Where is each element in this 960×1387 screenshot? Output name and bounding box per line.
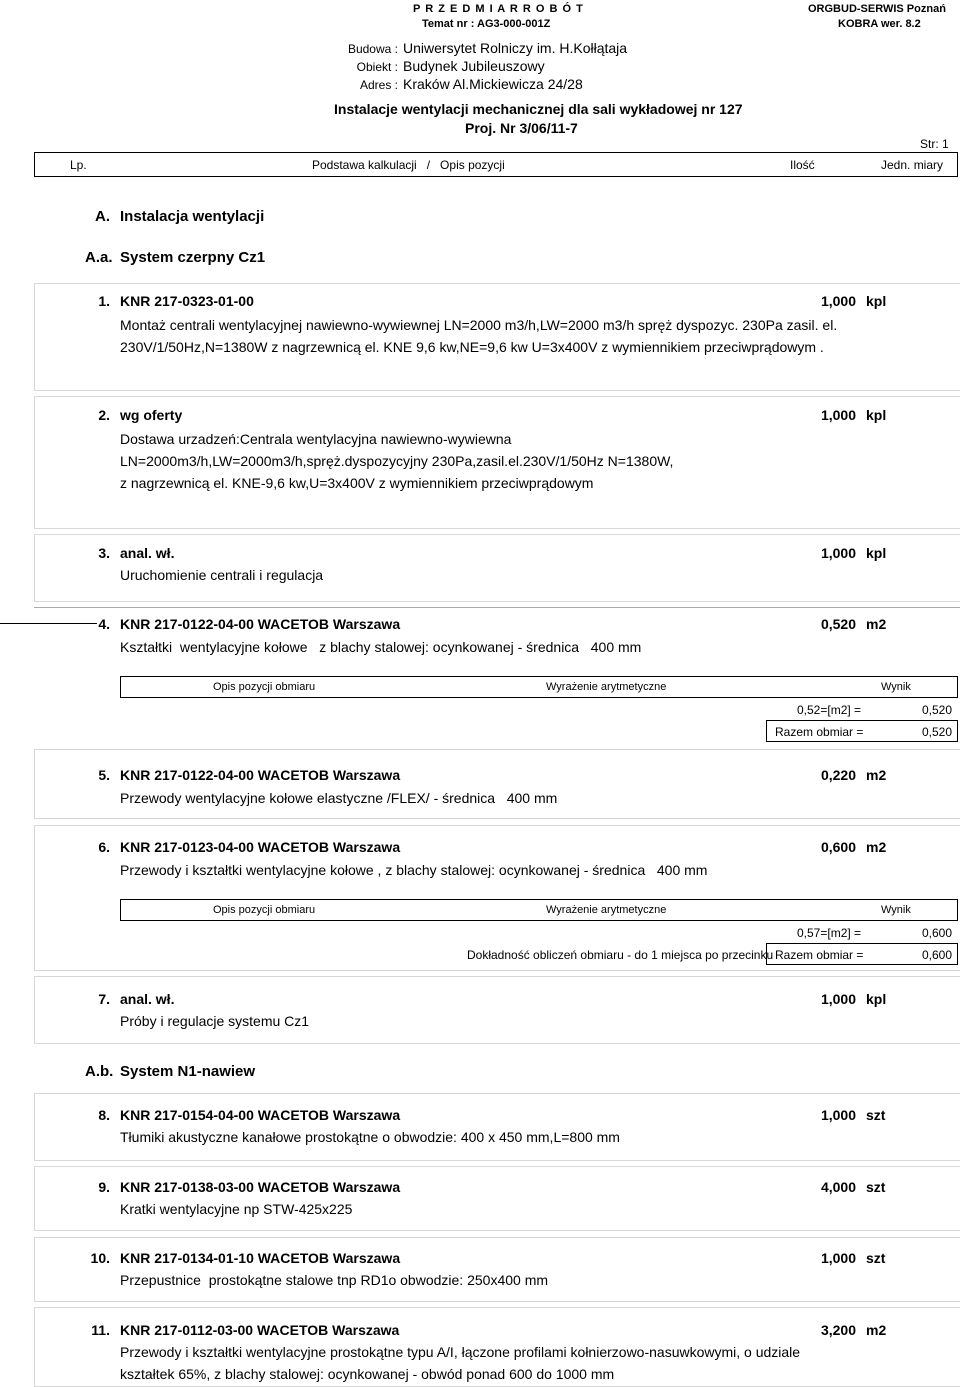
item-number: 3. (98, 545, 110, 561)
project-number: Proj. Nr 3/06/11-7 (465, 120, 578, 136)
item-qty: 1,000 (820, 293, 856, 309)
column-header (34, 152, 958, 177)
measure-col-expression: Wyrażenie arytmetyczne (546, 904, 667, 916)
item-number: 7. (98, 991, 110, 1007)
item-qty: 1,000 (820, 1107, 856, 1123)
item-unit: szt (866, 1250, 886, 1266)
item-unit: kpl (866, 293, 887, 309)
col-lp: Lp. (70, 158, 87, 172)
item-number: 4. (98, 616, 110, 632)
item-code: KNR 217-0154-04-00 WACETOB Warszawa (120, 1107, 401, 1123)
item-description: Kształtki wentylacyjne kołowe z blachy stalowej: ocynkowanej - średnica 400 mm (120, 639, 642, 655)
item-code: KNR 217-0122-04-00 WACETOB Warszawa (120, 616, 401, 632)
item-code: KNR 217-0123-04-00 WACETOB Warszawa (120, 839, 401, 855)
measure-total (766, 720, 958, 742)
object-label: Obiekt : (356, 60, 398, 74)
item-unit: szt (866, 1107, 886, 1123)
item-qty: 0,220 (820, 767, 856, 783)
item-unit: kpl (866, 407, 887, 423)
item-qty: 0,520 (820, 616, 856, 632)
page-number: Str: 1 (920, 137, 949, 151)
item-qty: 1,000 (820, 545, 856, 561)
item-code: wg oferty (120, 407, 183, 423)
item-unit: szt (866, 1179, 886, 1195)
measure-col-result: Wynik (881, 904, 911, 916)
item-number: 11. (91, 1322, 110, 1338)
item-unit: m2 (866, 839, 887, 855)
measure-result: 0,520 (922, 703, 953, 717)
item-unit: m2 (866, 767, 887, 783)
total-label: Razem obmiar = (775, 725, 864, 739)
item-code: KNR 217-0134-01-10 WACETOB Warszawa (120, 1250, 401, 1266)
measure-col-expression: Wyrażenie arytmetyczne (546, 681, 667, 693)
section-ab-code: A.b. (85, 1063, 114, 1080)
item-qty: 1,000 (820, 1250, 856, 1266)
measure-total (766, 943, 958, 965)
item-code: KNR 217-0323-01-00 (120, 293, 254, 309)
item-number: 1. (98, 293, 110, 309)
total-value: 0,600 (922, 948, 953, 962)
item-unit: kpl (866, 991, 887, 1007)
item-description: Próby i regulacje systemu Cz1 (120, 1013, 310, 1029)
item-code: KNR 217-0112-03-00 WACETOB Warszawa (120, 1322, 400, 1338)
measure-table-header (120, 899, 958, 921)
item-number: 8. (98, 1107, 110, 1123)
item-unit: m2 (866, 616, 887, 632)
col-basis: Podstawa kalkulacji / Opis pozycji (312, 158, 505, 172)
item-description: Dostawa urzadzeń:Centrala wentylacyjna nawiewno-wywiewna LN=2000m3/h,LW=2000m3/h,spręż.dyspozycyjny 230Pa,zasil.el.230V/1/50Hz N=1380W, z nagrzewnicą el. KNE-9,6 kw,U=3x400V z wymiennikiem przeciwprądowym (120, 431, 674, 491)
software-version: KOBRA wer. 8.2 (838, 18, 921, 30)
subject-number: Temat nr : AG3-000-001Z (422, 18, 551, 30)
item-description: Przewody wentylacyjne kołowe elastyczne /FLEX/ - średnica 400 mm (120, 790, 558, 806)
section-a-title: Instalacja wentylacji (120, 208, 265, 225)
item-qty: 3,200 (820, 1322, 856, 1338)
measure-result: 0,600 (922, 926, 953, 940)
item-description: Montaż centrali wentylacyjnej nawiewno-wywiewnej LN=2000 m3/h,LW=2000 m3/h spręż dyspozyc. 230Pa zasil. el. 230V/1/50Hz,N=1380W z nagrzewnicą el. KNE 9,6 kw,NE=9,6 kw U=3x400V z wymiennikiem przeciwprądowym . (120, 317, 838, 355)
item-unit: m2 (866, 1322, 887, 1338)
precision-note: Dokładność obliczeń obmiaru - do 1 miejsca po przecinku (467, 948, 774, 962)
address-label: Adres : (359, 78, 398, 92)
item-description: Przewody i kształtki wentylacyjne prostokątne typu A/I, łączone profilami kołnierzowo-nasuwkowymi, o udziale kształtek 65%, z blachy stalowej: ocynkowanej - obwód ponad 600 do 1000 mm (120, 1344, 801, 1382)
measure-table-header (120, 676, 958, 698)
item-number: 10. (90, 1250, 110, 1266)
building-value: Uniwersytet Rolniczy im. H.Kołłątaja (403, 40, 628, 56)
company-name: ORGBUD-SERWIS Poznań (808, 3, 946, 15)
item-description: Tłumiki akustyczne kanałowe prostokątne o obwodzie: 400 x 450 mm,L=800 mm (120, 1129, 620, 1145)
building-label: Budowa : (347, 42, 398, 56)
document-title: P R Z E D M I A R R O B Ó T (413, 3, 584, 15)
measure-col-description: Opis pozycji obmiaru (213, 904, 316, 916)
item-number: 2. (98, 407, 110, 423)
section-aa-code: A.a. (85, 249, 113, 266)
item-qty: 4,000 (820, 1179, 856, 1195)
measure-col-result: Wynik (881, 681, 911, 693)
item-description: Przepustnice prostokątne stalowe tnp RD1o obwodzie: 250x400 mm (120, 1272, 549, 1288)
address-value: Kraków Al.Mickiewicza 24/28 (403, 76, 583, 92)
item-qty: 1,000 (820, 407, 856, 423)
measure-col-description: Opis pozycji obmiaru (213, 681, 316, 693)
total-label: Razem obmiar = (775, 948, 864, 962)
total-value: 0,520 (922, 725, 953, 739)
item-code: anal. wł. (120, 545, 175, 561)
item-qty: 1,000 (820, 991, 856, 1007)
item-description: Kratki wentylacyjne np STW-425x225 (120, 1201, 353, 1217)
item-code: KNR 217-0138-03-00 WACETOB Warszawa (120, 1179, 401, 1195)
measure-expression: 0,57=[m2] = (797, 926, 862, 940)
col-unit: Jedn. miary (881, 158, 944, 172)
section-aa-title: System czerpny Cz1 (120, 249, 266, 266)
item-description: Przewody i kształtki wentylacyjne kołowe , z blachy stalowej: ocynkowanej - średnica 400 mm (120, 862, 708, 878)
item-number: 9. (98, 1179, 110, 1195)
section-ab-title: System N1-nawiew (120, 1063, 256, 1080)
col-qty: Ilość (790, 158, 815, 172)
measure-expression: 0,52=[m2] = (797, 703, 862, 717)
doc-heading: Instalacje wentylacji mechanicznej dla sali wykładowej nr 127 (334, 101, 743, 117)
item-qty: 0,600 (820, 839, 856, 855)
section-a-code: A. (95, 208, 110, 225)
separator-line (34, 607, 960, 608)
item-code: KNR 217-0122-04-00 WACETOB Warszawa (120, 767, 401, 783)
item-code: anal. wł. (120, 991, 175, 1007)
item-description: Uruchomienie centrali i regulacja (120, 567, 324, 583)
item-number: 6. (98, 839, 110, 855)
item-number: 5. (98, 767, 110, 783)
object-value: Budynek Jubileuszowy (403, 58, 545, 74)
item-unit: kpl (866, 545, 887, 561)
